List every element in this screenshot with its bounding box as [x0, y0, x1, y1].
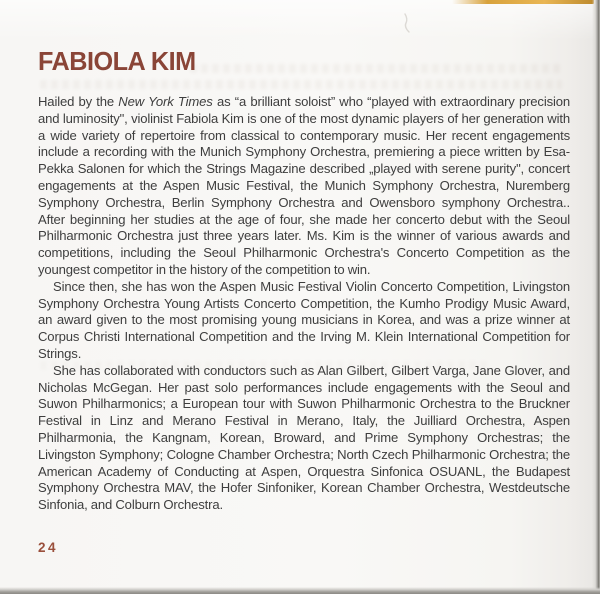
bio-paragraph-2: Since then, she has won the Aspen Music Festival Violin Concerto Competition, Livingston Symphony Orchestra Young Artists Concerto Competition, the Kumho Prodigy Music Award, an award given to the most promising young musicians in Korea, and was a prize winner at Corpus Christi International Competition and the Irving M. Klein International Competition for Strings.: [38, 278, 570, 361]
page-edge-right-shadow: [592, 0, 600, 594]
article-content: [38, 48, 570, 555]
page-edge-bottom-shadow: [0, 587, 600, 594]
biography-text: [38, 94, 570, 514]
page-number: 24: [38, 539, 59, 555]
page-title: FABIOLA KIM: [38, 46, 196, 76]
bio-paragraph-1-lead: Hailed by the: [38, 94, 119, 109]
publication-name: New York Times: [118, 94, 213, 109]
bio-paragraph-1-rest: as “a brilliant soloist” who “played with extraordinary precision and luminosity", violinist Fabiola Kim is one of the most dynamic players of her generation with a wide variety of repertoire from classical to contemporary music. Her recent engagements include a recording with the Munich Symphony Orchestra, premiering a piece written by Esa-Pekka Salonen for which the Strings Magazine described „played with serene purity", concert engagements at the Aspen Music Festival, the Munich Symphony Orchestra, Nuremberg Symphony Orchestra, Berlin Symphony Orchestra and Owensboro symphony Orchestra.. After beginning her studies at the age of four, she made her concerto debut with the Seoul Philharmonic Orchestra just three years later. Ms. Kim is the winner of various awards and competitions, including the Seoul Philharmonic Orchestra's Concerto Competition as the youngest competitor in the history of the competition to win.: [38, 94, 571, 277]
scan-smudge-mark: [396, 12, 416, 34]
bio-paragraph-3: She has collaborated with conductors such as Alan Gilbert, Gilbert Varga, Jane Glover, and Nicholas McGegan. Her past solo performances include engagements with the Seoul and Suwon Philharmonics; a European tour with Suwon Philharmonic Orchestra to the Bruckner Festival in Linz and Merano Festival in Merano, Italy, the Juilliard Orchestra, Aspen Philharmonia, the Kangnam, Korean, Broward, and Prime Symphony Orchestras; the Livingston Symphony; Cologne Chamber Orchestra; North Czech Philharmonic Orchestra; the American Academy of Conducting at Aspen, Orquestra Sinfonica OSUANL, the Budapest Symphony Orchestra MAV, the Hofer Sinfoniker, Korean Chamber Orchestra, Westdeutsche Sinfonia, and Colburn Orchestra.: [38, 362, 570, 513]
bio-paragraph-1: [38, 94, 570, 279]
page-edge-gold-strip: [452, 0, 594, 4]
